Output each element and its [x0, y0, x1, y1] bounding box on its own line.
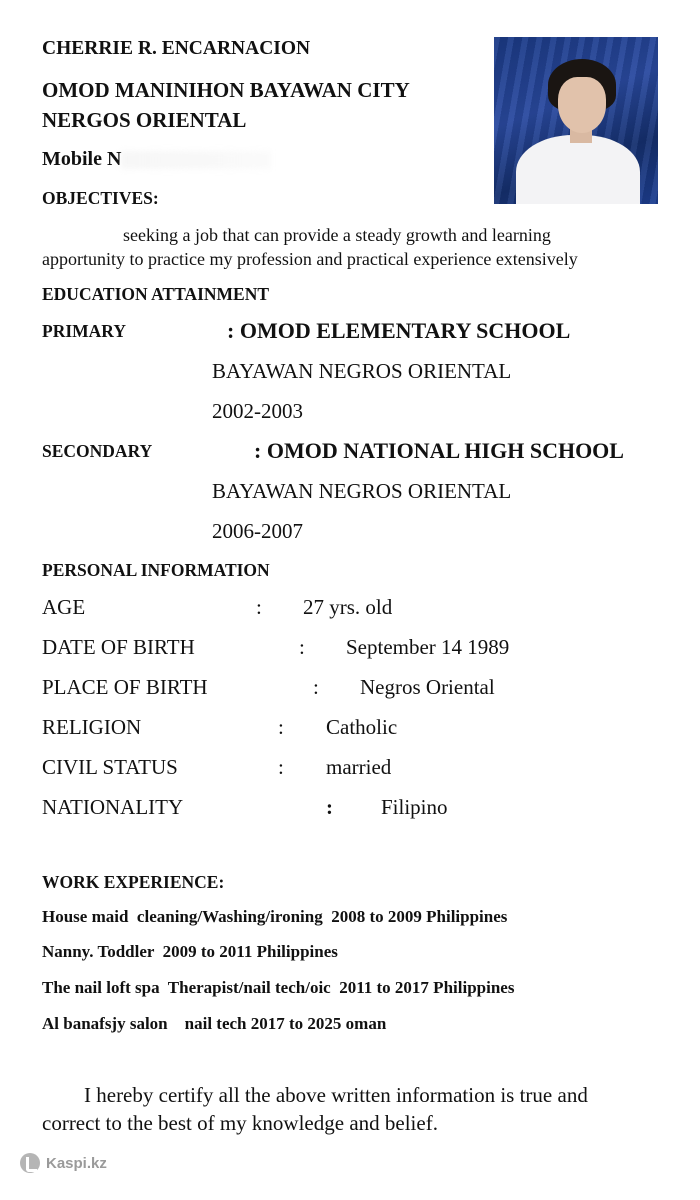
redacted-mobile-number: [121, 151, 271, 169]
work-item: House maid cleaning/Washing/ironing 2008 to 2009 Philippines: [42, 907, 508, 926]
primary-label: PRIMARY: [42, 321, 126, 341]
objectives-line-1: seeking a job that can provide a steady growth and learning: [123, 225, 551, 245]
work-heading: WORK EXPERIENCE:: [42, 872, 225, 892]
applicant-photo: [494, 37, 658, 204]
watermark-text: Kaspi.kz: [46, 1154, 107, 1172]
religion-colon: :: [278, 715, 284, 739]
kaspi-logo-icon: [20, 1153, 40, 1173]
personal-heading: PERSONAL INFORMATION: [42, 560, 270, 580]
secondary-location: BAYAWAN NEGROS ORIENTAL: [212, 479, 512, 503]
pob-label: PLACE OF BIRTH: [42, 675, 208, 699]
applicant-name: CHERRIE R. ENCARNACION: [42, 38, 311, 59]
mobile-label: Mobile N: [42, 148, 122, 170]
secondary-label: SECONDARY: [42, 441, 153, 461]
religion-value: Catholic: [326, 715, 398, 739]
primary-location: BAYAWAN NEGROS ORIENTAL: [212, 359, 512, 383]
dob-colon: :: [299, 635, 305, 659]
civil-status-label: CIVIL STATUS: [42, 755, 178, 779]
objectives-line-2: apportunity to practice my profession and practical experience extensively: [42, 249, 578, 269]
dob-value: September 14 1989: [346, 635, 510, 659]
work-item: Al banafsjy salon nail tech 2017 to 2025 oman: [42, 1014, 387, 1033]
certification-line-2: correct to the best of my knowledge and belief.: [42, 1111, 438, 1135]
objectives-heading: OBJECTIVES:: [42, 188, 159, 208]
civil-status-value: married: [326, 755, 392, 779]
civil-status-colon: :: [278, 755, 284, 779]
religion-label: RELIGION: [42, 715, 142, 739]
primary-school: : OMOD ELEMENTARY SCHOOL: [227, 318, 571, 343]
age-value: 27 yrs. old: [303, 595, 393, 619]
certification-line-1: I hereby certify all the above written information is true and: [84, 1083, 588, 1107]
nationality-value: Filipino: [381, 795, 448, 819]
dob-label: DATE OF BIRTH: [42, 635, 195, 659]
mobile-line: [42, 148, 271, 171]
work-item: Nanny. Toddler 2009 to 2011 Philippines: [42, 942, 338, 961]
secondary-school: : OMOD NATIONAL HIGH SCHOOL: [254, 438, 624, 463]
nationality-label: NATIONALITY: [42, 795, 184, 819]
work-item: The nail loft spa Therapist/nail tech/oic 2011 to 2017 Philippines: [42, 978, 515, 997]
address-line-2: NERGOS ORIENTAL: [42, 108, 247, 132]
age-label: AGE: [42, 595, 86, 619]
nationality-colon: :: [326, 795, 333, 819]
pob-colon: :: [313, 675, 319, 699]
pob-value: Negros Oriental: [360, 675, 495, 699]
age-colon: :: [256, 595, 262, 619]
secondary-years: 2006-2007: [212, 519, 303, 543]
education-heading: EDUCATION ATTAINMENT: [42, 284, 270, 304]
watermark: [20, 1153, 107, 1173]
primary-years: 2002-2003: [212, 399, 303, 423]
address-line-1: OMOD MANINIHON BAYAWAN CITY: [42, 78, 410, 102]
